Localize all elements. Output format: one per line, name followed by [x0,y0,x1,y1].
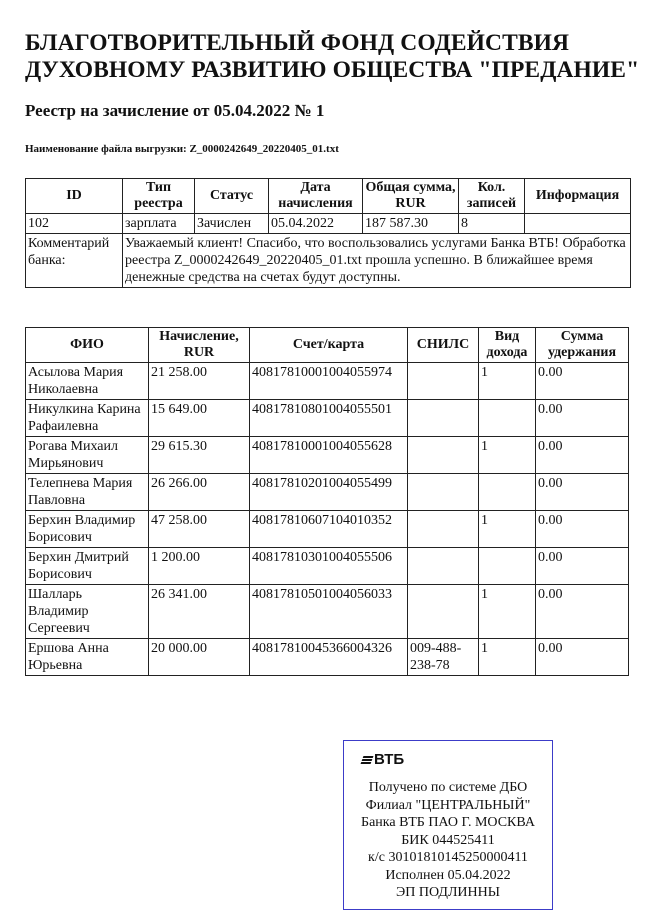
cell-income-type [479,548,536,585]
stamp-line: Банка ВТБ ПАО Г. МОСКВА [361,815,535,830]
registry-subtitle: Реестр на зачисление от 05.04.2022 № 1 [25,101,325,120]
table-row [26,585,629,639]
cell-fio: Шалларь Владимир Сергеевич [26,585,149,639]
cell-income-type [479,474,536,511]
cell-account: 40817810801004055501 [250,400,408,437]
registry-info [525,214,631,234]
cell-income-type: 1 [479,437,536,474]
registry-table [25,178,631,288]
cell-amount: 15 649.00 [149,400,250,437]
registry-id: 102 [26,214,123,234]
organization-title [25,30,639,84]
cell-snils [408,548,479,585]
vtb-logo-text: ВТБ [374,751,405,768]
cell-fio: Берхин Дмитрий Борисович [26,548,149,585]
header-amount: Начисление, RUR [149,328,250,363]
cell-deduction: 0.00 [536,437,629,474]
cell-account: 40817810045366004326 [250,639,408,676]
cell-account: 40817810607104010352 [250,511,408,548]
cell-snils [408,400,479,437]
registry-date: 05.04.2022 [269,214,363,234]
cell-income-type: 1 [479,363,536,400]
header-snils: СНИЛС [408,328,479,363]
cell-snils [408,363,479,400]
vtb-logo-icon [361,756,374,764]
registry-header-row [26,179,631,214]
header-type: Тип реестра [123,179,195,214]
comment-row [26,234,631,288]
cell-snils [408,437,479,474]
header-account: Счет/карта [250,328,408,363]
header-income-type: Вид дохода [479,328,536,363]
table-row [26,474,629,511]
cell-amount: 20 000.00 [149,639,250,676]
comment-label: Комментарий банка: [26,234,123,288]
registry-row [26,214,631,234]
cell-account: 40817810301004055506 [250,548,408,585]
cell-fio: Ершова Анна Юрьевна [26,639,149,676]
cell-amount: 29 615.30 [149,437,250,474]
cell-deduction: 0.00 [536,548,629,585]
table-row [26,400,629,437]
cell-amount: 21 258.00 [149,363,250,400]
header-deduction: Сумма удержания [536,328,629,363]
cell-fio: Никулкина Карина Рафаилевна [26,400,149,437]
table-row [26,363,629,400]
cell-deduction: 0.00 [536,511,629,548]
header-date: Дата начисления [269,179,363,214]
cell-account: 40817810501004056033 [250,585,408,639]
cell-amount: 47 258.00 [149,511,250,548]
header-info: Информация [525,179,631,214]
payments-table [25,327,629,676]
cell-snils [408,511,479,548]
payments-header-row [26,328,629,363]
cell-amount: 1 200.00 [149,548,250,585]
registry-status: Зачислен [195,214,269,234]
title-line-2: ДУХОВНОМУ РАЗВИТИЮ ОБЩЕСТВА "ПРЕДАНИЕ" [25,57,640,83]
cell-deduction: 0.00 [536,363,629,400]
cell-income-type [479,400,536,437]
stamp-line: Филиал "ЦЕНТРАЛЬНЫЙ" [365,797,531,813]
header-fio: ФИО [26,328,149,363]
cell-snils: 009-488-238-78 [408,639,479,676]
cell-deduction: 0.00 [536,639,629,676]
cell-deduction: 0.00 [536,585,629,639]
cell-account: 40817810201004055499 [250,474,408,511]
table-row [26,511,629,548]
header-status: Статус [195,179,269,214]
table-row [26,437,629,474]
table-row [26,548,629,585]
bank-stamp [343,740,553,910]
title-line-1: БЛАГОТВОРИТЕЛЬНЫЙ ФОНД СОДЕЙСТВИЯ [25,30,570,56]
stamp-line: Получено по системе ДБО [368,780,528,795]
header-count: Кол. записей [459,179,525,214]
stamp-line: Исполнен 05.04.2022 [385,867,511,883]
registry-type: зарплата [123,214,195,234]
stamp-line: ЭП ПОДЛИННЫ [396,885,500,900]
cell-snils [408,585,479,639]
cell-snils [408,474,479,511]
cell-deduction: 0.00 [536,400,629,437]
stamp-line: к/с 30101810145250000411 [368,850,528,865]
bank-comment: Уважаемый клиент! Спасибо, что воспользовались услугами Банка ВТБ! Обработка реестра Z_0000242649_20220405_01.txt прошла успешно. В ближайшее время денежные средства на счетах будут доступны. [123,234,631,288]
header-id: ID [26,179,123,214]
cell-amount: 26 266.00 [149,474,250,511]
cell-income-type: 1 [479,639,536,676]
cell-fio: Телепнева Мария Павловна [26,474,149,511]
cell-fio: Рогава Михаил Мирьянович [26,437,149,474]
cell-deduction: 0.00 [536,474,629,511]
registry-total: 187 587.30 [363,214,459,234]
export-filename: Наименование файла выгрузки: Z_0000242649_20220405_01.txt [25,143,339,155]
cell-income-type: 1 [479,511,536,548]
cell-account: 40817810001004055628 [250,437,408,474]
cell-account: 40817810001004055974 [250,363,408,400]
cell-fio: Асылова Мария Николаевна [26,363,149,400]
cell-income-type: 1 [479,585,536,639]
table-row [26,639,629,676]
header-total: Общая сумма, RUR [363,179,459,214]
cell-fio: Берхин Владимир Борисович [26,511,149,548]
registry-count: 8 [459,214,525,234]
cell-amount: 26 341.00 [149,585,250,639]
vtb-logo [362,751,404,769]
stamp-line: БИК 044525411 [401,832,495,848]
